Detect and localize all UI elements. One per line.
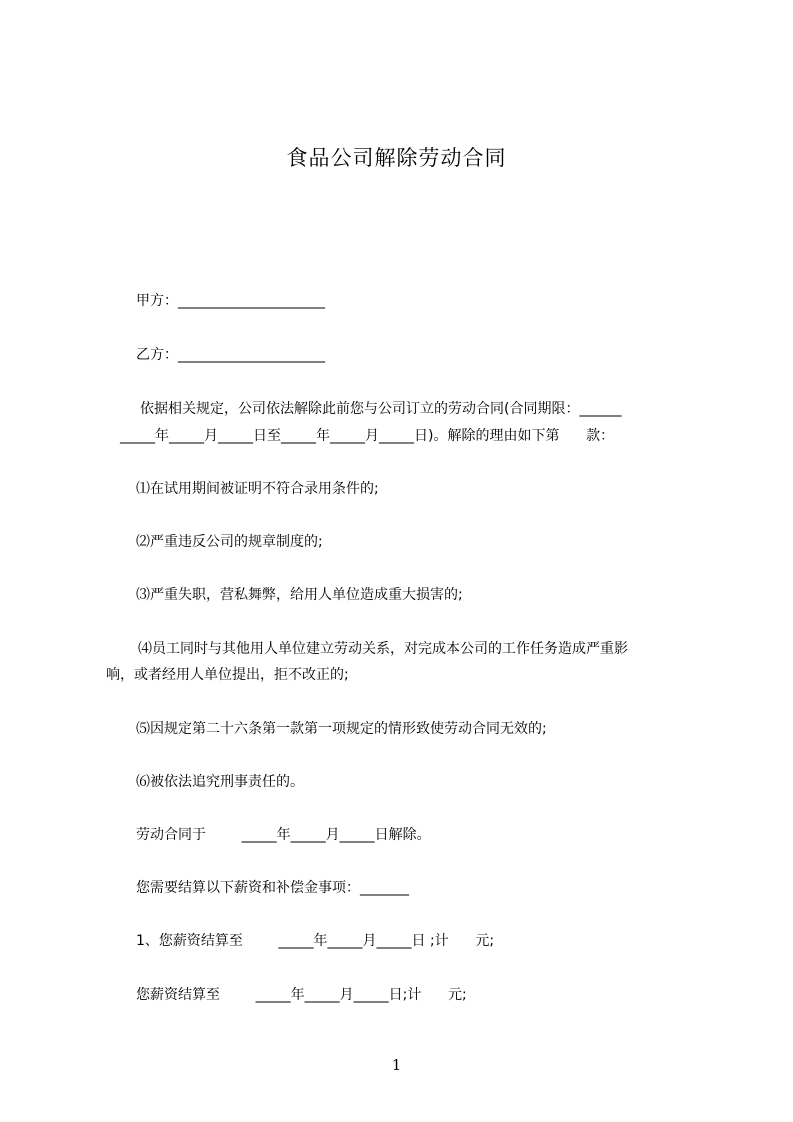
settlement-intro-line: 您需要结算以下薪资和补偿金事项：_______ <box>136 880 409 896</box>
reason-item-4-line-1: ⑷员工同时与其他用人单位建立劳动关系，对完成本公司的工作任务造成严重影 <box>138 641 628 657</box>
salary-item-1: 1、您薪资结算至 _____年_____月_____日 ;计 元; <box>136 933 495 949</box>
salary-item-2: 您薪资结算至 _____年_____月_____日;计 元; <box>136 987 467 1003</box>
reason-item-2: ⑵严重违反公司的规章制度的; <box>136 534 323 550</box>
page-number: 1 <box>391 1056 402 1074</box>
reason-item-5: ⑸因规定第二十六条第一款第一项规定的情形致使劳动合同无效的; <box>136 721 547 737</box>
reason-item-1: ⑴在试用期间被证明不符合录用条件的; <box>136 481 379 497</box>
party-b-line: 乙方：_____________________ <box>136 347 325 363</box>
termination-date-line: 劳动合同于 _____年_____月_____日解除。 <box>136 827 431 843</box>
reason-item-4-line-2: 响，或者经用人单位提出，拒不改正的; <box>106 667 349 683</box>
reason-item-3: ⑶严重失职，营私舞弊，给用人单位造成重大损害的; <box>136 587 463 603</box>
intro-paragraph-line-2: _____年_____月_____日至_____年_____月_____日)。解除的理由如下第 款： <box>120 428 615 444</box>
intro-paragraph-line-1: 依据相关规定，公司依法解除此前您与公司订立的劳动合同(合同期限：______ <box>140 401 622 417</box>
document-title: 食品公司解除劳动合同 <box>286 146 507 170</box>
party-a-line: 甲方：_____________________ <box>136 293 325 309</box>
reason-item-6: ⑹被依法追究刑事责任的。 <box>136 774 304 790</box>
